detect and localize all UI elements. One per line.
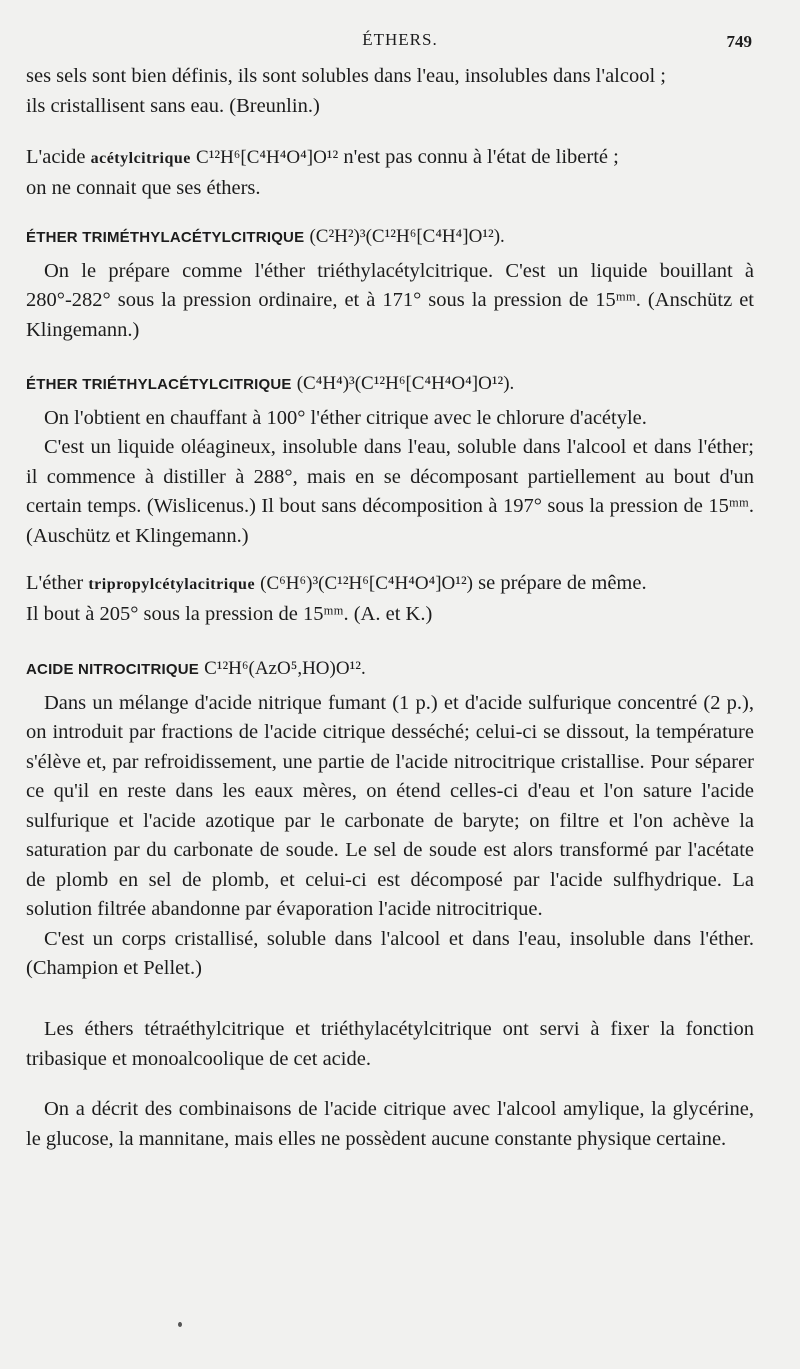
section-trimethyl-ether <box>26 222 754 345</box>
paragraph-acetylcitric-acid <box>26 143 754 203</box>
running-head <box>0 30 800 54</box>
section-text: Les éthers tétraéthylcitrique et triéthylacétylcitrique ont servi à fixer la fonction tribasique et monoalcoolique de cet acide. <box>26 1018 754 1070</box>
page-number: 749 <box>726 32 752 51</box>
section-nitrocitric-acid <box>26 654 754 984</box>
text-run: se prépare de même. <box>478 572 647 594</box>
paragraph-salts <box>26 62 754 121</box>
chemical-formula: (C⁴H⁴)³(C¹²H⁶[C⁴H⁴O⁴]O¹²). <box>296 373 515 394</box>
chemical-formula: C¹²H⁶(AzO⁵,HO)O¹². <box>204 658 366 679</box>
paragraph-combinations <box>26 1095 754 1154</box>
section-triethyl-ether <box>26 369 754 551</box>
text-line: ils cristallisent sans eau. (Breunlin.) <box>26 94 320 117</box>
section-text: On l'obtient en chauffant à 100° l'éther citrique avec le chlorure d'acétyle. <box>44 406 647 429</box>
text-line: Il bout à 205° sous la pression de 15ᵐᵐ. (A. et K.) <box>26 602 433 625</box>
section-tripropyl-ether <box>26 569 754 629</box>
section-text: On a décrit des combinaisons de l'acide citrique avec l'alcool amylique, la glycérine, le glucose, la mannitane, mais elles ne possèdent aucune constante physique certaine. <box>26 1098 754 1150</box>
section-text: On le prépare comme l'éther triéthylacétylcitrique. C'est un liquide bouillant à 280°-282° sous la pression ordinaire, et à 171° sous la pression de 15ᵐᵐ. (Anschütz et Klingemann.) <box>26 259 754 341</box>
text-run: L'éther <box>26 572 84 594</box>
print-speck <box>178 1322 182 1327</box>
section-text: C'est un liquide oléagineux, insoluble dans l'eau, soluble dans l'alcool et dans l'éther; il commence à distiller à 288°, mais en se décomposant partiellement au bout d'un certain temps. (Wislicenus.) Il bout sans décomposition à 197° sous la pression de 15ᵐᵐ. (Auschütz et Klingemann.) <box>26 436 754 547</box>
text-line: ses sels sont bien définis, ils sont solubles dans l'eau, insolubles dans l'alcool ; <box>26 65 666 87</box>
text-run: L'acide <box>26 146 86 168</box>
section-heading: ACIDE NITROCITRIQUE <box>26 661 199 678</box>
section-text: C'est un corps cristallisé, soluble dans l'alcool et dans l'eau, insoluble dans l'éther. (Champion et Pellet.) <box>26 927 754 979</box>
chemical-formula: (C⁶H⁶)³(C¹²H⁶[C⁴H⁴O⁴]O¹²) <box>260 573 473 594</box>
paragraph-function <box>26 1015 754 1074</box>
term: tripropylcétylacitrique <box>88 576 256 593</box>
term: acétylcitrique <box>90 150 191 167</box>
section-heading: ÉTHER TRIMÉTHYLACÉTYLCITRIQUE <box>26 229 305 246</box>
running-title: ÉTHERS. <box>362 30 438 49</box>
section-text: Dans un mélange d'acide nitrique fumant (1 p.) et d'acide sulfurique concentré (2 p.), on introduit par fractions de l'acide citrique desséché; celui-ci se dissout, la température s'élève et, par refroidissement, une partie de l'acide nitrocitrique cristallise. Pour séparer ce qu'il en reste dans les eaux mères, on étend celles-ci d'eau et l'on sature l'acide sulfurique et l'acide azotique par le carbonate de baryte; on filtre et l'on achève la saturation par du carbonate de soude. Le sel de soude est alors transformé par l'acétate de plomb en sel de plomb, et celui-ci est décomposé par l'acide sulfhydrique. La solution filtrée abandonne par évaporation l'acide nitrocitrique. <box>26 691 754 920</box>
chemical-formula: C¹²H⁶[C⁴H⁴O⁴]O¹² <box>196 147 339 168</box>
chemical-formula: (C²H²)³(C¹²H⁶[C⁴H⁴]O¹²). <box>309 226 505 247</box>
text-line: on ne connait que ses éthers. <box>26 176 261 199</box>
section-heading: ÉTHER TRIÉTHYLACÉTYLCITRIQUE <box>26 376 292 393</box>
text-run: n'est pas connu à l'état de liberté ; <box>343 146 619 168</box>
